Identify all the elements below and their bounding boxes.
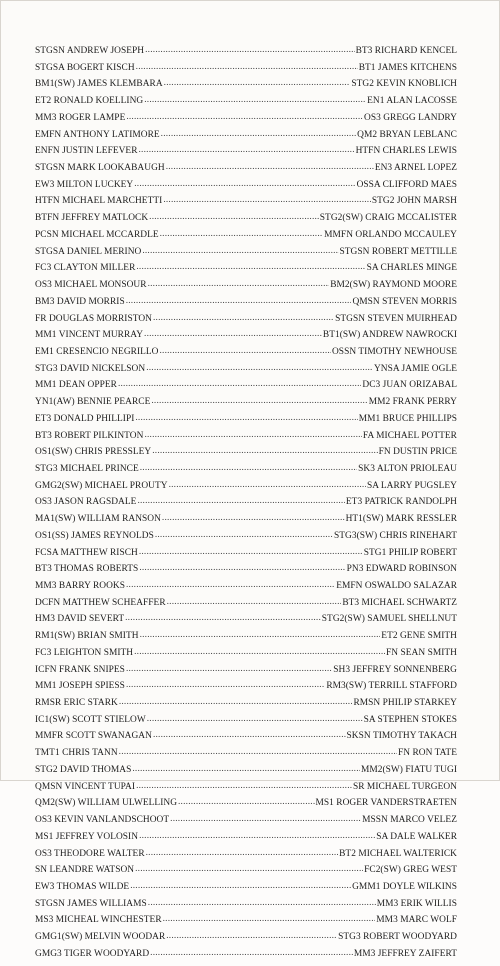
left-entry: STG2 DAVID THOMAS — [35, 764, 132, 775]
right-entry: STG2(SW) SAMUEL SHELLNUT — [321, 614, 457, 625]
roster-row — [35, 297, 457, 314]
dot-leader — [136, 781, 352, 791]
dot-leader — [151, 396, 367, 406]
left-entry: OS3 JASON RAGSDALE — [35, 497, 137, 508]
dot-leader — [119, 747, 397, 757]
dot-leader — [167, 597, 342, 607]
roster-row — [35, 949, 457, 966]
dot-leader — [170, 814, 361, 824]
right-entry: FN SEAN SMITH — [386, 647, 457, 658]
right-entry: RM3(SW) TERRILL STAFFORD — [326, 681, 457, 692]
left-entry: FC3 LEIGHTON SMITH — [35, 647, 134, 658]
right-entry: OSSA CLIFFORD MAES — [356, 179, 457, 190]
left-entry: QMSN VINCENT TUPAI — [35, 781, 136, 792]
right-entry: DC3 JUAN ORIZABAL — [362, 380, 457, 391]
right-entry: STG2(SW) CRAIG MCCALISTER — [319, 213, 457, 224]
right-entry: FC2(SW) GREG WEST — [364, 865, 457, 876]
right-entry: SA DALE WALKER — [376, 831, 457, 842]
left-entry: MM1 JOSEPH SPIESS — [35, 681, 125, 692]
dot-leader — [144, 329, 322, 339]
right-entry: GMM1 DOYLE WILKINS — [352, 881, 457, 892]
dot-leader — [145, 45, 354, 55]
left-entry: EMFN ANTHONY LATIMORE — [35, 129, 160, 140]
dot-leader — [146, 363, 373, 373]
dot-leader — [126, 112, 363, 122]
left-entry: STGSN MARK LOOKABAUGH — [35, 163, 165, 174]
left-entry: STGSN ANDREW JOSEPH — [35, 46, 145, 56]
right-entry: SR MICHAEL TURGEON — [352, 781, 457, 792]
left-entry: MS3 MICHEAL WINCHESTER — [35, 915, 162, 926]
roster-row — [35, 113, 457, 130]
roster-row — [35, 397, 457, 414]
roster-row — [35, 364, 457, 381]
dot-leader — [166, 162, 374, 172]
left-entry: BTFN JEFFREY MATLOCK — [35, 213, 149, 224]
roster-row — [35, 163, 457, 180]
left-entry: IC1(SW) SCOTT STIELOW — [35, 714, 146, 725]
roster-row — [35, 932, 457, 949]
right-entry: MM3 MARC WOLF — [376, 915, 457, 926]
roster-row — [35, 180, 457, 197]
dot-leader — [163, 195, 371, 205]
left-entry: FC3 CLAYTON MILLER — [35, 263, 136, 274]
roster-row — [35, 899, 457, 916]
roster-row — [35, 263, 457, 280]
roster-row — [35, 849, 457, 866]
left-entry: MM3 BARRY ROOKS — [35, 581, 126, 591]
roster-row — [35, 79, 457, 96]
right-entry: STG2 JOHN MARSH — [371, 196, 457, 207]
dot-leader — [163, 914, 376, 924]
right-entry: OS3 GREGG LANDRY — [364, 112, 457, 123]
roster-row — [35, 314, 457, 331]
left-entry: MMFR SCOTT SWANAGAN — [35, 731, 152, 742]
right-entry: STG3(SW) CHRIS RINEHART — [334, 530, 457, 541]
right-entry: MM1 BRUCE PHILLIPS — [358, 413, 457, 424]
left-entry: GMG1(SW) MELVIN WOODAR — [35, 932, 166, 943]
roster-row — [35, 614, 457, 631]
roster-row — [35, 765, 457, 782]
roster-row — [35, 665, 457, 682]
left-entry: BM3 DAVID MORRIS — [35, 296, 125, 307]
right-entry: BT3 MICHAEL SCHWARTZ — [342, 597, 457, 608]
roster-row — [35, 882, 457, 899]
roster-row — [35, 598, 457, 615]
roster-row — [35, 431, 457, 448]
right-entry: FA MICHAEL POTTER — [362, 430, 457, 441]
dot-leader — [150, 948, 353, 958]
roster-row — [35, 330, 457, 347]
dot-leader — [152, 446, 377, 456]
left-entry: EW3 THOMAS WILDE — [35, 881, 130, 892]
right-entry: MM3 JEFFREY ZAIFERT — [353, 948, 457, 959]
left-entry: ENFN JUSTIN LEFEVER — [35, 146, 138, 157]
dot-leader — [153, 313, 334, 323]
right-entry: MM2(SW) FIATU TUGI — [360, 764, 457, 775]
left-entry: OS3 THEODORE WALTER — [35, 848, 145, 859]
right-entry: MMFN ORLANDO MCCAULEY — [324, 229, 457, 240]
roster-row — [35, 414, 457, 431]
dot-leader — [166, 931, 337, 941]
left-entry: BT3 THOMAS ROBERTS — [35, 564, 139, 575]
right-entry: QMSN STEVEN MORRIS — [352, 296, 457, 307]
roster-row — [35, 681, 457, 698]
left-entry: BM1(SW) JAMES KLEMBARA — [35, 79, 163, 90]
roster-row — [35, 581, 457, 598]
roster-row — [35, 648, 457, 665]
roster-row — [35, 247, 457, 264]
left-entry: STG3 MICHAEL PRINCE — [35, 463, 139, 474]
dot-leader — [149, 212, 319, 222]
dot-leader — [162, 513, 345, 523]
dot-leader — [139, 563, 345, 573]
dot-leader — [137, 496, 344, 506]
dot-leader — [132, 764, 360, 774]
dot-leader — [119, 697, 353, 707]
dot-leader — [148, 279, 330, 289]
right-entry: HTFN CHARLES LEWIS — [355, 146, 457, 157]
left-entry: MM1 VINCENT MURRAY — [35, 330, 144, 341]
right-entry: SA STEPHEN STOKES — [363, 714, 457, 725]
left-entry: ET3 DONALD PHILLIPI — [35, 413, 135, 424]
dot-leader — [139, 547, 363, 557]
right-entry: RMSN PHILIP STARKEY — [353, 698, 457, 709]
left-entry: PCSN MICHAEL MCCARDLE — [35, 229, 159, 240]
roster-row — [35, 815, 457, 832]
dot-leader — [126, 664, 332, 674]
left-entry: STGSA DANIEL MERINO — [35, 246, 142, 257]
left-entry: TMT1 CHRIS TANN — [35, 748, 118, 759]
left-entry: MS1 JEFFREY VOLOSIN — [35, 831, 139, 842]
left-entry: OS1(SW) CHRIS PRESSLEY — [35, 447, 152, 458]
dot-leader — [126, 296, 352, 306]
right-entry: EMFN OSWALDO SALAZAR — [336, 581, 457, 591]
right-entry: HT1(SW) MARK RESSLER — [345, 514, 457, 525]
right-entry: SK3 ALTON PRIOLEAU — [358, 463, 457, 474]
left-entry: EW3 MILTON LUCKEY — [35, 179, 134, 190]
left-entry: OS3 MICHAEL MONSOUR — [35, 280, 147, 291]
left-entry: RM1(SW) BRIAN SMITH — [35, 631, 139, 642]
dot-leader — [126, 580, 335, 590]
roster-row — [35, 447, 457, 464]
dot-leader — [144, 95, 366, 105]
left-entry: MA1(SW) WILLIAM RANSON — [35, 514, 161, 525]
roster-row — [35, 514, 457, 531]
left-entry: MM1 DEAN OPPER — [35, 380, 117, 391]
dot-leader — [135, 864, 363, 874]
left-entry: FR DOUGLAS MORRISTON — [35, 313, 152, 324]
left-entry: HM3 DAVID SEVERT — [35, 614, 125, 625]
roster-row — [35, 782, 457, 799]
roster-row — [35, 196, 457, 213]
left-entry: OS3 KEVIN VANLANDSCHOOT — [35, 815, 170, 826]
roster-row — [35, 731, 457, 748]
left-entry: ICFN FRANK SNIPES — [35, 664, 125, 675]
right-entry: MS1 ROGER VANDERSTRAETEN — [315, 798, 457, 809]
right-entry: BT1(SW) ANDREW NAWROCKI — [322, 330, 457, 341]
roster-row — [35, 230, 457, 247]
right-entry: OSSN TIMOTHY NEWHOUSE — [331, 346, 457, 357]
dot-leader — [134, 179, 355, 189]
dot-leader — [136, 62, 358, 72]
left-entry: STGSN JAMES WILLIAMS — [35, 898, 147, 909]
left-entry: STG3 DAVID NICKELSON — [35, 363, 146, 374]
roster-row — [35, 213, 457, 230]
right-entry: BT3 RICHARD KENCEL — [355, 46, 457, 56]
left-entry: SN LEANDRE WATSON — [35, 865, 135, 876]
left-entry: BT3 ROBERT PILKINTON — [35, 430, 144, 441]
left-entry: YN1(AW) BENNIE PEARCE — [35, 397, 151, 408]
dot-leader — [135, 413, 357, 423]
right-entry: FN RON TATE — [397, 748, 457, 759]
roster-row — [35, 464, 457, 481]
right-entry: STGSN ROBERT METTILLE — [339, 246, 457, 257]
roster-row — [35, 96, 457, 113]
right-entry: MM2 FRANK PERRY — [368, 397, 457, 408]
right-entry: BM2(SW) RAYMOND MOORE — [330, 280, 457, 291]
roster-row — [35, 748, 457, 765]
roster-row — [35, 280, 457, 297]
right-entry: STG1 PHILIP ROBERT — [363, 547, 457, 558]
dot-leader — [139, 145, 355, 155]
right-entry: MSSN MARCO VELEZ — [362, 815, 457, 826]
dot-leader — [160, 229, 324, 239]
left-entry: MM3 ROGER LAMPE — [35, 112, 126, 123]
right-entry: EN1 ALAN LACOSSE — [367, 96, 457, 107]
right-entry: EN3 ARNEL LOPEZ — [374, 163, 457, 174]
roster-row — [35, 130, 457, 147]
dot-leader — [126, 680, 325, 690]
roster-row — [35, 380, 457, 397]
right-entry: QM2 BRYAN LEBLANC — [357, 129, 457, 140]
roster-row — [35, 865, 457, 882]
left-entry: FCSA MATTHEW RISCH — [35, 547, 138, 558]
roster-row — [35, 564, 457, 581]
left-entry: GMG3 TIGER WOODYARD — [35, 948, 150, 959]
right-entry: BT1 JAMES KITCHENS — [358, 62, 457, 73]
dot-leader — [178, 797, 314, 807]
roster-row — [35, 698, 457, 715]
roster-row — [35, 481, 457, 498]
dot-leader — [146, 848, 338, 858]
right-entry: STG3 ROBERT WOODYARD — [338, 932, 457, 943]
left-entry: DCFN MATTHEW SCHEAFFER — [35, 597, 166, 608]
right-entry: YNSA JAMIE OGLE — [373, 363, 457, 374]
dot-leader — [136, 262, 365, 272]
roster-row — [35, 63, 457, 80]
right-entry: SA LARRY PUGSLEY — [366, 480, 457, 491]
right-entry: FN DUSTIN PRICE — [378, 447, 457, 458]
roster-row — [35, 715, 457, 732]
right-entry: BT2 MICHAEL WALTERICK — [339, 848, 457, 859]
crew-roster-list — [35, 46, 457, 966]
dot-leader — [153, 730, 346, 740]
left-entry: ET2 RONALD KOELLING — [35, 96, 144, 107]
roster-row — [35, 832, 457, 849]
dot-leader — [118, 379, 361, 389]
left-entry: RMSR ERIC STARK — [35, 698, 118, 709]
right-entry: SKSN TIMOTHY TAKACH — [346, 731, 457, 742]
dot-leader — [161, 129, 357, 139]
right-entry: SH3 JEFFREY SONNENBERG — [333, 664, 457, 675]
roster-row — [35, 915, 457, 932]
dot-leader — [140, 630, 381, 640]
right-entry: ET2 GENE SMITH — [381, 631, 457, 642]
left-entry: STGSA BOGERT KISCH — [35, 62, 135, 73]
dot-leader — [169, 480, 366, 490]
roster-row — [35, 46, 457, 63]
roster-row — [35, 347, 457, 364]
dot-leader — [155, 530, 333, 540]
left-entry: OS1(SS) JAMES REYNOLDS — [35, 530, 154, 541]
roster-row — [35, 631, 457, 648]
right-entry: ET3 PATRICK RANDOLPH — [345, 497, 457, 508]
roster-row — [35, 146, 457, 163]
roster-row — [35, 531, 457, 548]
dot-leader — [164, 78, 351, 88]
dot-leader — [144, 430, 361, 440]
right-entry: MM3 ERIK WILLIS — [376, 898, 457, 909]
dot-leader — [142, 246, 338, 256]
roster-row — [35, 497, 457, 514]
right-entry: STGSN STEVEN MUIRHEAD — [335, 313, 457, 324]
left-entry: GMG2(SW) MICHAEL PROUTY — [35, 480, 168, 491]
left-entry: EM1 CRESENCIO NEGRILLO — [35, 346, 159, 357]
dot-leader — [134, 647, 385, 657]
dot-leader — [139, 831, 375, 841]
dot-leader — [130, 881, 351, 891]
dot-leader — [160, 346, 331, 356]
left-entry: QM2(SW) WILLIAM ULWELLING — [35, 798, 178, 809]
dot-leader — [147, 714, 363, 724]
right-entry: SA CHARLES MINGE — [366, 263, 457, 274]
roster-row — [35, 798, 457, 815]
right-entry: PN3 EDWARD ROBINSON — [346, 564, 457, 575]
right-entry: STG2 KEVIN KNOBLICH — [351, 79, 457, 90]
dot-leader — [148, 898, 376, 908]
dot-leader — [140, 463, 357, 473]
dot-leader — [125, 613, 321, 623]
roster-row — [35, 548, 457, 565]
left-entry: HTFN MICHAEL MARCHETTI — [35, 196, 163, 207]
